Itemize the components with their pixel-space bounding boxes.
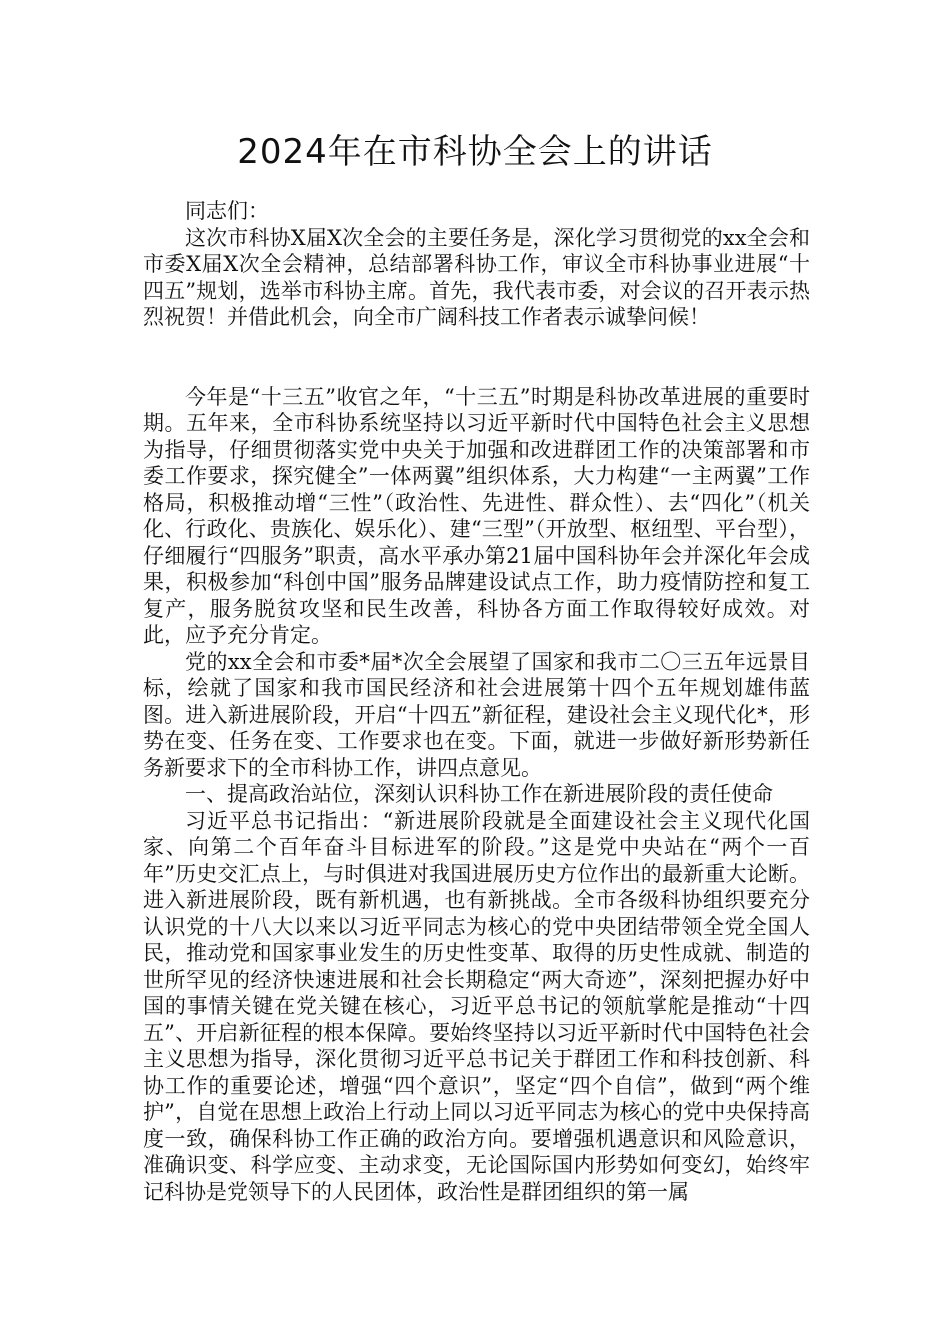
paragraph-outlook: 党的xx全会和市委*届*次全会展望了国家和我市二〇三五年远景目标，绘就了国家和我市国民经济和社会进展第十四个五年规划雄伟蓝图。进入新进展阶段，开启“十四五”新征程，建设社会主义现代化*，形势在变、任务在变、工作要求也在变。下面，就进一步做好新形势新任务新要求下的全市科协工作，讲四点意见。	[143, 649, 810, 780]
paragraph-section-1: 习近平总书记指出：“新进展阶段就是全面建设社会主义现代化国家、向第二个百年奋斗目标进军的阶段。”这是党中央站在“两个一百年”历史交汇点上，与时俱进对我国进展历史方位作出的最新重大论断。进入新进展阶段，既有新机遇，也有新挑战。全市各级科协组织要充分认识党的十八大以来以习近平同志为核心的党中央团结带领全党全国人民，推动党和国家事业发生的历史性变革、取得的历史性成就、制造的世所罕见的经济快速进展和社会长期稳定“两大奇迹”，深刻把握办好中国的事情关键在党关键在核心，习近平总书记的领航掌舵是推动“十四五”、开启新征程的根本保障。要始终坚持以习近平新时代中国特色社会主义思想为指导，深化贯彻习近平总书记关于群团工作和科技创新、科协工作的重要论述，增强“四个意识”，坚定“四个自信”，做到“两个维护”，自觉在思想上政治上行动上同以习近平同志为核心的党中央保持高度一致，确保科协工作正确的政治方向。要增强机遇意识和风险意识，准确识变、科学应变、主动求变，无论国际国内形势如何变幻，始终牢记科协是党领导下的人民团体，政治性是群团组织的第一属	[143, 808, 810, 1204]
document-title: 2024年在市科协全会上的讲话	[237, 132, 713, 172]
paragraph-gap	[143, 331, 810, 384]
section-heading-1: 一、提高政治站位，深刻认识科协工作在新进展阶段的责任使命	[185, 782, 773, 806]
paragraph-intro: 这次市科协Ⅹ届Ⅹ次全会的主要任务是，深化学习贯彻党的xx全会和市委Ⅹ届Ⅹ次全会精神，总结部署科协工作，审议全市科协事业进展“十四五”规划，选举市科协主席。首先，我代表市委，对会议的召开表示热烈祝贺！并借此机会，向全市广阔科技工作者表示诚挚问候！	[143, 225, 810, 329]
document-body	[143, 198, 810, 1205]
paragraph-review: 今年是“十三五”收官之年，“十三五”时期是科协改革进展的重要时期。五年来，全市科协系统坚持以习近平新时代中国特色社会主义思想为指导，仔细贯彻落实党中央关于加强和改进群团工作的决策部署和市委工作要求，探究健全”一体两翼”组织体系，大力构建“一主两翼”工作格局，积极推动增“三性”（政治性、先进性、群众性）、去“四化”（机关化、行政化、贵族化、娱乐化）、建“三型”（开放型、枢纽型、平台型），仔细履行“四服务”职责，高水平承办第21届中国科协年会并深化年会成果，积极参加“科创中国”服务品牌建设试点工作，助力疫情防控和复工复产，服务脱贫攻坚和民生改善，科协各方面工作取得较好成效。对此，应予充分肯定。	[143, 384, 810, 647]
salutation: 同志们：	[185, 199, 269, 223]
